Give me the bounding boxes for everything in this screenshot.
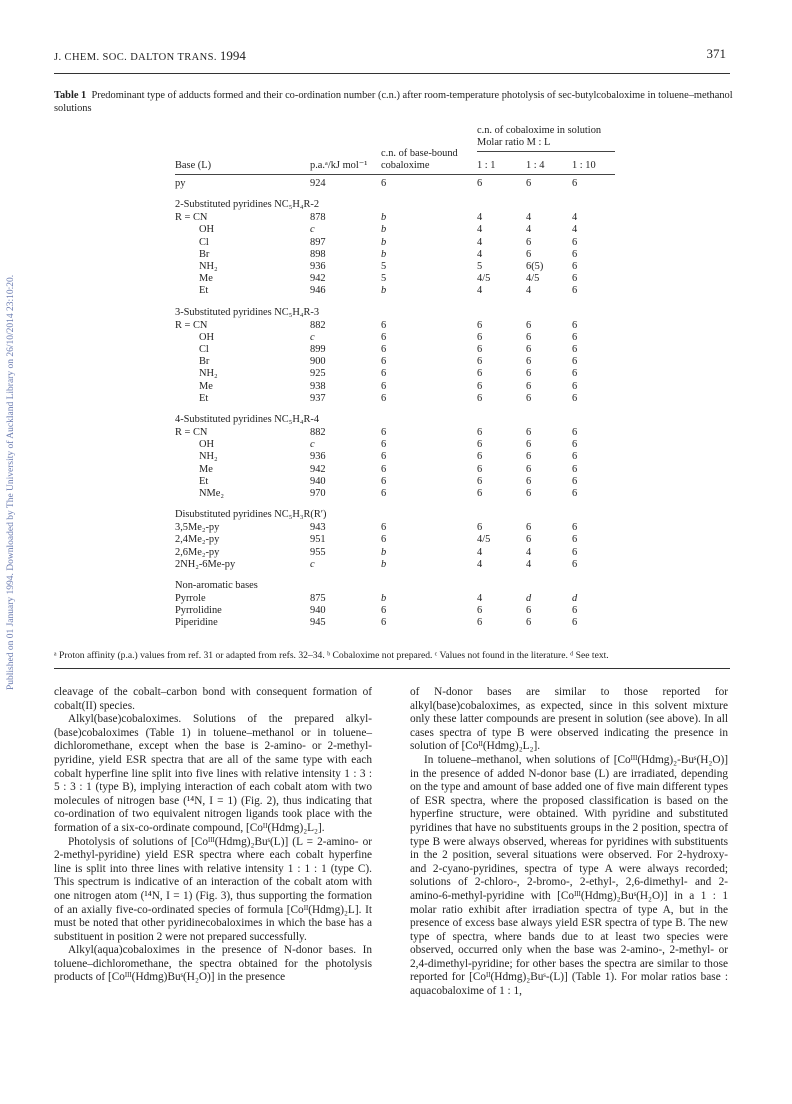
header-rule xyxy=(54,73,730,74)
cell-cn-bound: b xyxy=(381,593,387,604)
table-row xyxy=(0,260,792,273)
cell-ratio-1-1: 6 xyxy=(477,475,483,487)
table-row xyxy=(0,343,792,356)
table-row xyxy=(0,450,792,463)
cell-cn-bound: b xyxy=(381,224,387,236)
cell-base: 2,4Me₂-py xyxy=(175,534,220,546)
header-ratio-1-4: 1 : 4 xyxy=(526,160,545,171)
cell-base: R = CN xyxy=(175,212,208,224)
cell-ratio-1-4: 6 xyxy=(526,248,532,260)
cell-cn-bound: b xyxy=(381,285,387,297)
cell-ratio-1-4: 6 xyxy=(526,617,532,629)
cell-pa: 875 xyxy=(310,593,326,604)
cell-ratio-1-4: 6 xyxy=(526,522,532,534)
cell-base: Et xyxy=(199,475,209,487)
cell-base: OH xyxy=(199,331,215,343)
group-label: 2-Substituted pyridines NC₅H₄R-2 xyxy=(175,199,320,211)
cell-ratio-1-10: 6 xyxy=(572,451,578,463)
table-group-heading xyxy=(0,198,792,211)
cell-pa: 940 xyxy=(310,605,326,617)
cell-pa: 925 xyxy=(310,368,326,380)
cell-cn-bound: b xyxy=(381,546,387,558)
cell-cn-bound: 6 xyxy=(381,451,387,463)
header-cn-bound-1: c.n. of base-bound xyxy=(381,148,458,159)
cell-ratio-1-10: 6 xyxy=(572,285,578,297)
cell-ratio-1-10: 6 xyxy=(572,546,578,558)
cell-ratio-1-1: 6 xyxy=(477,427,483,438)
cell-ratio-1-4: 6 xyxy=(526,451,532,463)
table-row xyxy=(0,475,792,488)
cell-pa: c xyxy=(310,224,315,236)
cell-ratio-1-4: 4/5 xyxy=(526,273,540,285)
header-base: Base (L) xyxy=(175,160,212,171)
header-cn-solution: c.n. of cobaloxime in solution xyxy=(477,125,602,136)
header-ratio-1-10: 1 : 10 xyxy=(572,160,596,171)
cell-ratio-1-4: 6 xyxy=(526,368,532,380)
table-row xyxy=(0,558,792,571)
cell-cn-bound: 6 xyxy=(381,392,387,404)
cell-ratio-1-10: 6 xyxy=(572,368,578,380)
cell-ratio-1-1: 6 xyxy=(477,380,483,392)
cell-ratio-1-4: 6 xyxy=(526,475,532,487)
cell-cn-bound: 6 xyxy=(381,178,387,189)
paragraph: Alkyl(aqua)cobaloximes in the presence of N-donor bases. In toluene–dichloromethane, the spectra obtained for the photolysis products of [Coᴵᴵᴵ(Hdmg)Buˢ(H₂O)] in the presence xyxy=(54,944,372,984)
cell-ratio-1-10: 6 xyxy=(572,319,578,331)
cell-ratio-1-4: 6 xyxy=(526,236,532,248)
cell-pa: 943 xyxy=(310,522,326,534)
table-bottom-rule xyxy=(54,668,730,669)
cell-ratio-1-10: 6 xyxy=(572,331,578,343)
cell-ratio-1-4: 6 xyxy=(526,488,532,499)
paragraph: In toluene–methanol, when solutions of [Coᴵᴵᴵ(Hdmg)₂-Buˢ(H₂O)] in the presence of added N-donor base (L) are irradiated, depending on the type and amount of base added one of five main different types of ESR spectra, where the proposed classification is based on the hyperfine structure, were obtained. With pyridine and substituted pyridines that have no substituents groups in the 2 position, spectra of type B were always observed, whereas for pyridines with substituents in the 2 position, several situations were observed. For 2-hydroxy- and 2-cyano-pyridines, spectra of type A were always recorded; solutions of 2-chloro-, 2-bromo-, 2-ethyl-, 2,6-dimethyl- and 2-amino-6-methyl-pyridine with [Coᴵᴵᴵ(Hdmg)₂Buˢ(H₂O)] in a 1 : 1 molar ratio exhibit after irradiation spectra of type A, but in the presence of excess base always yield ESR spectra of type B. The new type of spectra, where bands due to at least two species were observed, occurred only when the base was 2-amino-, 2-methyl- or 2,4-dimethyl-pyridine; for other bases the spectra are similar to those reported for [Coᴵᴵ(Hdmg)₂Buˢ-(L)] (Table 1). For molar ratios base : aquacobaloxime of 1 : 1, xyxy=(410,753,728,998)
cell-cn-bound: b xyxy=(381,248,387,260)
paragraph: Photolysis of solutions of [Coᴵᴵᴵ(Hdmg)₂Buˢ(L)] (L = 2-amino- or 2-methyl-pyridine) yield ESR spectra where each cobalt hyperfine line is split into three lines with relative intensity 1 : 1 : 1 (type C). This spectrum is indicative of an interaction of the cobalt atom with one nitrogen atom (¹⁴N, I = 1) (Fig. 3), thus supporting the formation of an axially five-co-ordinated species of formula [Coᴵᴵ(Hdmg)₂L]. It must be noted that other pyridinecobaloximes in which the base has a substituent in position 2 were not prepared successfully. xyxy=(54,835,372,943)
table-row xyxy=(0,331,792,344)
cell-ratio-1-10: 6 xyxy=(572,273,578,285)
cell-base: Cl xyxy=(199,236,209,248)
cell-cn-bound: b xyxy=(381,212,387,224)
table-row xyxy=(0,367,792,380)
cell-ratio-1-10: 6 xyxy=(572,463,578,475)
cell-ratio-1-1: 4/5 xyxy=(477,534,491,546)
table-label: Table 1 xyxy=(54,90,87,101)
table-row xyxy=(0,248,792,261)
cell-ratio-1-1: 4/5 xyxy=(477,273,491,285)
table-row xyxy=(0,319,792,332)
paragraph: cleavage of the cobalt–carbon bond with consequent formation of cobalt(II) species. xyxy=(54,686,372,712)
cell-ratio-1-10: 6 xyxy=(572,605,578,617)
cell-pa: 970 xyxy=(310,488,326,499)
cell-ratio-1-10: 4 xyxy=(572,212,578,224)
cell-base: Cl xyxy=(199,344,209,355)
cell-ratio-1-4: 6 xyxy=(526,534,532,546)
cell-ratio-1-1: 6 xyxy=(477,368,483,380)
cell-cn-bound: 5 xyxy=(381,273,387,285)
table-caption xyxy=(54,89,734,115)
cell-cn-bound: 6 xyxy=(381,617,387,629)
cell-pa: 899 xyxy=(310,344,326,355)
cell-pa: 924 xyxy=(310,178,326,189)
header-pa: p.a.ᵃ/kJ mol⁻¹ xyxy=(310,160,368,171)
cell-ratio-1-10: 6 xyxy=(572,427,578,438)
cell-ratio-1-4: 6 xyxy=(526,392,532,404)
cell-ratio-1-10: 6 xyxy=(572,380,578,392)
cell-ratio-1-1: 4 xyxy=(477,236,483,248)
table-group-heading xyxy=(0,413,792,426)
cell-ratio-1-10: 6 xyxy=(572,488,578,499)
cell-ratio-1-1: 4 xyxy=(477,212,483,224)
header-bottom-rule xyxy=(175,174,615,175)
cell-pa: 882 xyxy=(310,427,326,438)
cell-ratio-1-1: 6 xyxy=(477,522,483,534)
cell-cn-bound: 6 xyxy=(381,344,387,355)
cell-base: R = CN xyxy=(175,427,208,438)
cell-base: Me xyxy=(199,273,213,285)
cell-ratio-1-1: 4 xyxy=(477,248,483,260)
cell-cn-bound: 6 xyxy=(381,356,387,368)
cell-ratio-1-10: 6 xyxy=(572,439,578,451)
table-row xyxy=(0,533,792,546)
table-row xyxy=(0,438,792,451)
cell-cn-bound: 6 xyxy=(381,368,387,380)
table-row xyxy=(0,592,792,605)
cell-pa: 946 xyxy=(310,285,326,297)
cell-ratio-1-4: 4 xyxy=(526,285,532,297)
table-row xyxy=(0,177,792,190)
cell-ratio-1-10: 6 xyxy=(572,475,578,487)
cell-pa: 955 xyxy=(310,546,326,558)
caption-text: Predominant type of adducts formed and their co-ordination number (c.n.) after room-temperature photolysis of sec-butylcobaloxime in toluene–methanol solutions xyxy=(54,90,733,114)
cell-ratio-1-4: d xyxy=(526,593,532,604)
cell-base: NH₂ xyxy=(199,261,218,272)
table-row xyxy=(0,546,792,559)
table-row xyxy=(0,426,792,439)
right-column xyxy=(410,686,728,999)
cell-ratio-1-1: 6 xyxy=(477,463,483,475)
table-footnote: ᵃ Proton affinity (p.a.) values from ref. 31 or adapted from refs. 32–34. ᵇ Cobaloxime not prepared. ᶜ Values not found in the literature. ᵈ See text. xyxy=(54,650,609,661)
cell-pa: 882 xyxy=(310,319,326,331)
table-row xyxy=(0,521,792,534)
journal-year: 1994 xyxy=(219,48,246,63)
cell-ratio-1-10: 6 xyxy=(572,261,578,272)
cell-cn-bound: 6 xyxy=(381,427,387,438)
cell-ratio-1-4: 4 xyxy=(526,558,532,570)
cell-base: NMe₂ xyxy=(199,488,224,499)
cell-ratio-1-4: 6 xyxy=(526,605,532,617)
cell-ratio-1-4: 6 xyxy=(526,356,532,368)
cell-ratio-1-4: 6 xyxy=(526,319,532,331)
cell-ratio-1-1: 6 xyxy=(477,451,483,463)
cell-ratio-1-1: 6 xyxy=(477,331,483,343)
cell-ratio-1-1: 6 xyxy=(477,439,483,451)
cell-pa: 937 xyxy=(310,392,326,404)
cell-base: NH₂ xyxy=(199,451,218,463)
group-label: 3-Substituted pyridines NC₅H₄R-3 xyxy=(175,306,320,318)
table-row xyxy=(0,272,792,285)
cell-base: Me xyxy=(199,463,213,475)
cell-pa: 898 xyxy=(310,248,326,260)
cell-ratio-1-4: 6(5) xyxy=(526,261,544,272)
cell-cn-bound: b xyxy=(381,558,387,570)
cell-pa: 940 xyxy=(310,475,326,487)
table-row xyxy=(0,487,792,500)
cell-pa: 897 xyxy=(310,236,326,248)
table-row xyxy=(0,284,792,297)
table-row xyxy=(0,236,792,249)
cell-ratio-1-1: 6 xyxy=(477,617,483,629)
cell-ratio-1-10: d xyxy=(572,593,578,604)
cell-ratio-1-10: 6 xyxy=(572,178,578,189)
cell-base: 2NH₂-6Me-py xyxy=(175,558,236,570)
cell-pa: 936 xyxy=(310,451,326,463)
group-label: 4-Substituted pyridines NC₅H₄R-4 xyxy=(175,414,320,425)
table-row xyxy=(0,616,792,629)
cell-ratio-1-1: 6 xyxy=(477,319,483,331)
table-row xyxy=(0,604,792,617)
cell-base: OH xyxy=(199,224,215,236)
cell-ratio-1-4: 4 xyxy=(526,224,532,236)
cell-ratio-1-10: 6 xyxy=(572,617,578,629)
cell-cn-bound: 6 xyxy=(381,534,387,546)
cell-base: Et xyxy=(199,285,209,297)
cell-ratio-1-4: 6 xyxy=(526,463,532,475)
cell-ratio-1-10: 6 xyxy=(572,248,578,260)
cell-pa: c xyxy=(310,558,315,570)
cell-ratio-1-4: 4 xyxy=(526,212,532,224)
cell-pa: 938 xyxy=(310,380,326,392)
cell-ratio-1-1: 6 xyxy=(477,392,483,404)
left-column xyxy=(54,686,372,985)
cell-cn-bound: 6 xyxy=(381,475,387,487)
cell-base: Me xyxy=(199,380,213,392)
table-row xyxy=(0,223,792,236)
cell-cn-bound: 6 xyxy=(381,605,387,617)
cell-base: Pyrrole xyxy=(175,593,206,604)
cell-ratio-1-1: 4 xyxy=(477,593,483,604)
cell-ratio-1-10: 6 xyxy=(572,344,578,355)
cell-base: 2,6Me₂-py xyxy=(175,546,220,558)
header-ratio-1-1: 1 : 1 xyxy=(477,160,496,171)
cell-pa: 900 xyxy=(310,356,326,368)
cell-ratio-1-4: 6 xyxy=(526,344,532,355)
cell-pa: c xyxy=(310,439,315,451)
cell-base: Br xyxy=(199,356,210,368)
cell-base: Et xyxy=(199,392,209,404)
header-span-rule xyxy=(477,151,615,152)
cell-base: Piperidine xyxy=(175,617,218,629)
page-number: 371 xyxy=(706,46,726,61)
cell-ratio-1-1: 4 xyxy=(477,224,483,236)
cell-ratio-1-10: 6 xyxy=(572,236,578,248)
cell-ratio-1-4: 4 xyxy=(526,546,532,558)
cell-cn-bound: b xyxy=(381,236,387,248)
cell-ratio-1-10: 6 xyxy=(572,522,578,534)
journal-name: J. CHEM. SOC. DALTON TRANS. 1994 xyxy=(54,48,246,63)
cell-cn-bound: 6 xyxy=(381,439,387,451)
cell-ratio-1-1: 6 xyxy=(477,178,483,189)
cell-cn-bound: 6 xyxy=(381,380,387,392)
cell-ratio-1-10: 6 xyxy=(572,392,578,404)
cell-ratio-1-4: 6 xyxy=(526,427,532,438)
cell-pa: 942 xyxy=(310,273,326,285)
cell-base: Pyrrolidine xyxy=(175,605,222,617)
table-group-heading xyxy=(0,306,792,319)
cell-ratio-1-1: 5 xyxy=(477,261,483,272)
group-label: Non-aromatic bases xyxy=(175,580,258,591)
cell-base: NH₂ xyxy=(199,368,218,380)
watermark-text: Published on 01 January 1994. Downloaded by The University of Auckland Library on 26/10/2014 23:10:20. xyxy=(6,274,16,690)
cell-base: R = CN xyxy=(175,319,208,331)
cell-cn-bound: 6 xyxy=(381,319,387,331)
cell-cn-bound: 6 xyxy=(381,463,387,475)
cell-pa: 878 xyxy=(310,212,326,224)
cell-ratio-1-1: 6 xyxy=(477,356,483,368)
group-label: Disubstituted pyridines NC₅H₃R(R′) xyxy=(175,509,327,521)
cell-ratio-1-10: 6 xyxy=(572,534,578,546)
table-row xyxy=(0,392,792,405)
table-group-heading xyxy=(0,579,792,592)
paragraph: Alkyl(base)cobaloximes. Solutions of the prepared alkyl-(base)cobaloximes (Table 1) in toluene–methanol or in toluene–dichloromethane, except when the base is 2-amino- or 2-methyl-pyridine, yield ESR spectra that are all of the same type with each cobalt hyperfine line split into five lines with relative intensity 1 : 3 : 5 : 3 : 1 (type B), implying interaction of each cobalt atom with two molecules of nitrogen base (¹⁴N, I = 1) (Fig. 2), thus indicating that co-ordination of two equivalent nitrogen ligands took place with the formation of a six-co-ordinate compound, [Coᴵᴵ(Hdmg)₂L₂]. xyxy=(54,713,372,834)
header-molar-ratio: Molar ratio M : L xyxy=(477,137,551,148)
table-row xyxy=(0,355,792,368)
cell-ratio-1-10: 6 xyxy=(572,356,578,368)
table-row xyxy=(0,211,792,224)
cell-ratio-1-4: 6 xyxy=(526,380,532,392)
table-group-heading xyxy=(0,508,792,521)
cell-pa: 951 xyxy=(310,534,326,546)
cell-ratio-1-1: 6 xyxy=(477,605,483,617)
cell-ratio-1-1: 4 xyxy=(477,285,483,297)
cell-ratio-1-1: 4 xyxy=(477,558,483,570)
cell-cn-bound: 6 xyxy=(381,331,387,343)
cell-ratio-1-10: 6 xyxy=(572,558,578,570)
cell-ratio-1-1: 6 xyxy=(477,344,483,355)
cell-pa: 942 xyxy=(310,463,326,475)
cell-cn-bound: 6 xyxy=(381,488,387,499)
cell-pa: 936 xyxy=(310,261,326,272)
cell-ratio-1-4: 6 xyxy=(526,331,532,343)
cell-ratio-1-1: 4 xyxy=(477,546,483,558)
cell-ratio-1-1: 6 xyxy=(477,488,483,499)
cell-base: Br xyxy=(199,248,210,260)
cell-base: py xyxy=(175,178,186,189)
cell-base: 3,5Me₂-py xyxy=(175,522,220,534)
table-row xyxy=(0,463,792,476)
cell-cn-bound: 6 xyxy=(381,522,387,534)
cell-ratio-1-4: 6 xyxy=(526,178,532,189)
header-cn-bound-2: cobaloxime xyxy=(381,160,430,171)
cell-cn-bound: 5 xyxy=(381,261,387,272)
table-row xyxy=(0,380,792,393)
cell-ratio-1-4: 6 xyxy=(526,439,532,451)
cell-pa: 945 xyxy=(310,617,326,629)
cell-base: OH xyxy=(199,439,215,451)
cell-pa: c xyxy=(310,331,315,343)
paragraph: of N-donor bases are similar to those reported for alkyl(base)cobaloximes, as expected, since in this solvent mixture only these latter compounds are present in solution (see above). In all cases spectra of type B were observed indicating the presence in solution of [Coᴵᴵ(Hdmg)₂L₂]. xyxy=(410,686,728,753)
cell-ratio-1-10: 4 xyxy=(572,224,578,236)
running-header xyxy=(54,46,730,66)
